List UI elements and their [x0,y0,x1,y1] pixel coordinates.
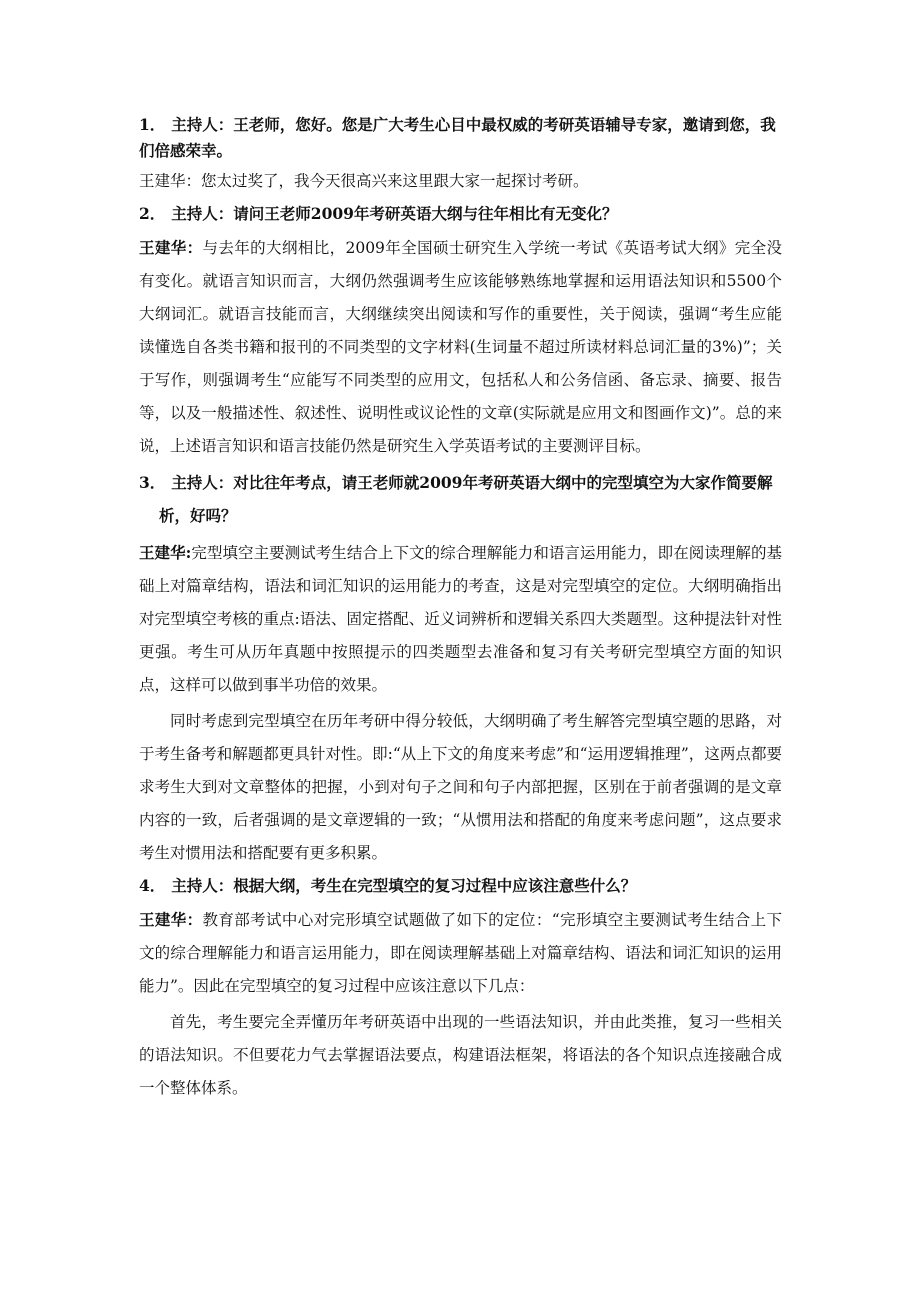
answer-4-paragraph-2: 首先，考生要完全弄懂历年考研英语中出现的一些语法知识，并由此类推，复习一些相关的语法知识。不但要花力气去掌握语法要点，构建语法框架，将语法的各个知识点连接融合成一个整体体系。 [139,1013,782,1097]
answer-text: 教育部考试中心对完形填空试题做了如下的定位：“完形填空主要测试考生结合上下文的综合理解能力和语言运用能力，即在阅读理解基础上对篇章结构、语法和词汇知识的运用能力”。因此在完型填空的复习过程中应该注意以下几点： [139,911,782,995]
question-text: 主持人：请问王老师2009年考研英语大纲与往年相比有无变化？ [171,204,618,223]
question-2 [139,201,782,227]
question-1 [139,112,782,164]
question-number: 2． [139,204,166,223]
question-text: 主持人：王老师，您好。您是广大考生心目中最权威的考研英语辅导专家，邀请到您，我们倍感荣幸。 [139,115,776,160]
answer-text: 与去年的大纲相比，2009年全国硕士研究生入学统一考试《英语考试大纲》完全没有变化。就语言知识而言，大纲仍然强调考生应该能够熟练地掌握和运用语法知识和5500个大纲词汇。就语言技能而言，大纲继续突出阅读和写作的重要性，关于阅读，强调“考生应能读懂选自各类书籍和报刊的不同类型的文字材料(生词量不超过所读材料总词汇量的3%)”；关于写作，则强调考生“应能写不同类型的应用文，包括私人和公务信函、备忘录、摘要、报告等，以及一般描述性、叙述性、说明性或议论性的文章(实际就是应用文和图画作文)”。总的来说，上述语言知识和语言技能仍然是研究生入学英语考试的主要测评目标。 [139,239,782,455]
answer-3-paragraph-2: 同时考虑到完型填空在历年考研中得分较低，大纲明确了考生解答完型填空题的思路，对于考生备考和解题都更具针对性。即:“从上下文的角度来考虑”和“运用逻辑推理”，这两点都要求考生大到对文章整体的把握，小到对句子之间和句子内部把握，区别在于前者强调的是文章内容的一致，后者强调的是文章逻辑的一致；“从惯用法和搭配的角度来考虑问题”，这点要求考生对惯用法和搭配要有更多积累。 [139,712,782,862]
question-number: 3． [139,473,166,492]
question-text: 主持人：对比往年考点，请王老师就2009年考研英语大纲中的完型填空为大家作简要解析，好吗？ [159,473,773,525]
question-text: 主持人：根据大纲，考生在完型填空的复习过程中应该注意些什么？ [171,876,637,895]
answer-3 [139,536,782,702]
question-3 [139,466,782,532]
question-number: 4． [139,876,166,895]
answer-2 [139,231,782,463]
speaker-label: 王建华： [139,238,203,257]
answer-text: 完型填空主要测试考生结合上下文的综合理解能力和语言运用能力，即在阅读理解的基础上对篇章结构，语法和词汇知识的运用能力的考查，这是对完型填空的定位。大纲明确指出对完型填空考核的重点:语法、固定搭配、近义词辨析和逻辑关系四大类题型。这种提法针对性更强。考生可从历年真题中按照提示的四类题型去准备和复习有关考研完型填空方面的知识点，这样可以做到事半功倍的效果。 [139,544,782,694]
speaker-label: 王建华： [139,910,203,929]
question-number: 1． [139,115,166,134]
answer-1: 王建华：您太过奖了，我今天很高兴来这里跟大家一起探讨考研。 [139,172,589,190]
interview-body [139,112,782,1108]
question-4 [139,873,782,899]
answer-4 [139,903,782,1003]
speaker-label: 王建华: [139,543,192,562]
